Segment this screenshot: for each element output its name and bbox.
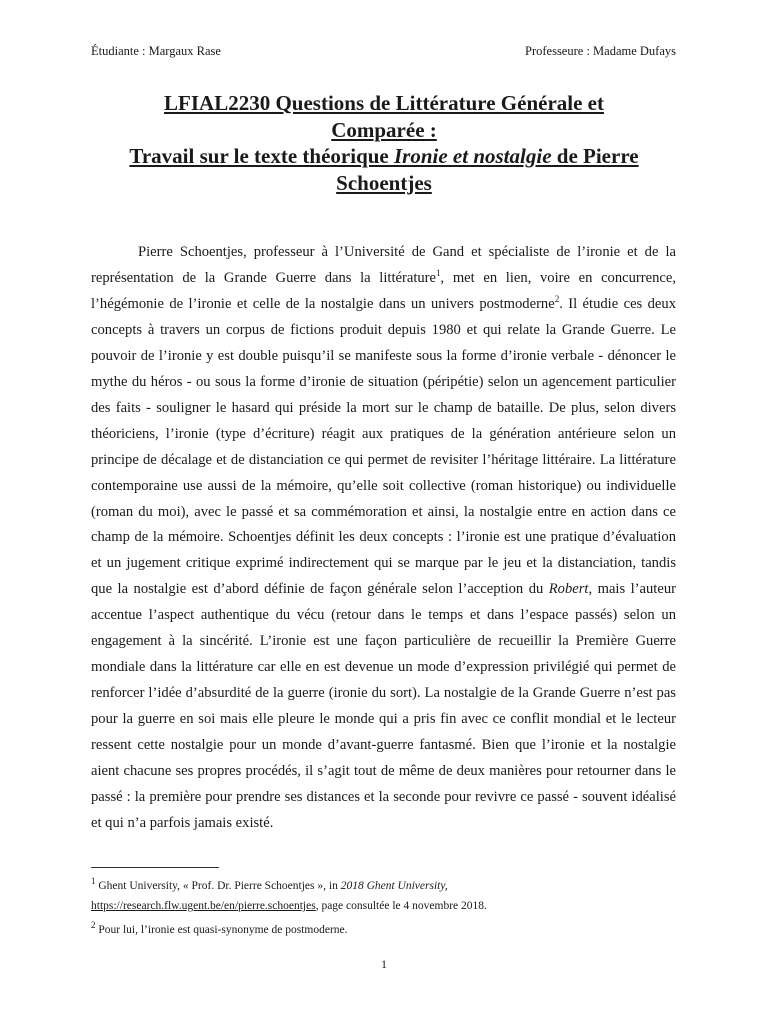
document-title — [80, 90, 688, 196]
footnote-2 — [91, 920, 676, 940]
title-line-3-suffix: de Pierre — [551, 144, 639, 168]
paragraph-part-1: Pierre Schoentjes, professeur à l’Université de Gand et spécialiste de l’ironie et de la représentation de la Grande Guerre dans la littérature — [91, 244, 676, 286]
italic-robert: Robert — [548, 581, 589, 598]
page-header — [91, 42, 676, 60]
title-work-name: Ironie et nostalgie — [394, 144, 552, 168]
footnote-2-text: Pour lui, l’ironie est quasi-synonyme de postmoderne. — [95, 924, 348, 936]
title-line-2: Comparée : — [331, 117, 437, 142]
footnote-reference-1[interactable]: 1 — [436, 268, 441, 279]
body-paragraph — [91, 240, 676, 837]
footnote-2-number: 2 — [91, 920, 96, 931]
footnote-1-text-a: Ghent University, « Prof. Dr. Pierre Schoentjes », in — [95, 880, 341, 892]
footnote-1-italic: 2018 Ghent University, — [340, 880, 448, 892]
footnote-1-number: 1 — [91, 876, 96, 887]
footnote-1-text-b: , page consultée le 4 novembre 2018. — [315, 900, 487, 912]
professor-name: Professeure : Madame Dufays — [525, 44, 676, 58]
student-name: Étudiante : Margaux Rase — [91, 44, 221, 58]
footnote-1 — [91, 876, 676, 916]
paragraph-part-4: , mais l’auteur accentue l’aspect authentique du vécu (retour dans le temps et dans l’espace passés) selon un engagement à la sincérité. L’ironie est une façon particulière de recueillir la Première Guerre mondiale dans la littérature car elle en est devenue un mode d’expression privilégié qui permet de renforcer l’idée d’absurdité de la guerre (ironie du sort). La nostalgie de la Grande Guerre n’est pas pour la guerre en soi mais elle pleure le monde qui a pris fin avec ce conflit mondial et le lecteur ressent cette nostalgie pour un monde d’avant-guerre fantasmé. Bien que l’ironie et la nostalgie aient chacune ses propres procédés, il s’agit tout de même de deux manières pour retourner dans le passé : la première pour prendre ses distances et la seconde pour revivre ce passé - souvent idéalisé et qui n’a parfois jamais existé. — [91, 581, 676, 831]
footnote-1-link[interactable]: https://research.flw.ugent.be/en/pierre.schoentjes — [91, 900, 316, 912]
footnote-separator — [91, 867, 219, 868]
title-line-1: LFIAL2230 Questions de Littérature Générale et — [164, 91, 604, 115]
title-line-4: Schoentjes — [336, 170, 432, 195]
title-line-3 — [80, 143, 688, 170]
footnote-reference-2[interactable]: 2 — [554, 294, 560, 305]
paragraph-part-3: . Il étudie ces deux concepts à travers un corpus de fictions produit depuis 1980 et qui relate la Grande Guerre. Le pouvoir de l’ironie y est double puisqu’il se manifeste sous la forme d’ironie verbale - dénoncer le mythe du héros - ou sous la forme d’ironie de situation (péripétie) selon un agencement particulier des faits - souligner le hasard qui préside la mort sur le champ de bataille. De plus, selon divers théoriciens, l’ironie (type d’écriture) réagit aux pratiques de la génération antérieure selon un principe de décalage et de distanciation ce qui permet de revisiter l’héritage littéraire. La littérature contemporaine use aussi de la mémoire, qu’elle soit collective (roman historique) ou individuelle (roman du moi), avec le passé et sa commémoration et ainsi, la nostalgie entre en action dans ce champ de la mémoire. Schoentjes définit les deux concepts : l’ironie est une pratique d’évaluation et un jugement critique exprimé indirectement qui se marque par le jeu et la distanciation, tandis que la nostalgie est d’abord définie de façon générale selon l’acception du — [91, 295, 676, 598]
paragraph-part-2: , met en lien, voire en concurrence, l’hégémonie de l’ironie et celle de la nostalgie dans un univers postmoderne — [91, 269, 677, 312]
page-number: 1 — [381, 957, 387, 971]
title-line-3-prefix: Travail sur le texte théorique — [129, 144, 394, 168]
